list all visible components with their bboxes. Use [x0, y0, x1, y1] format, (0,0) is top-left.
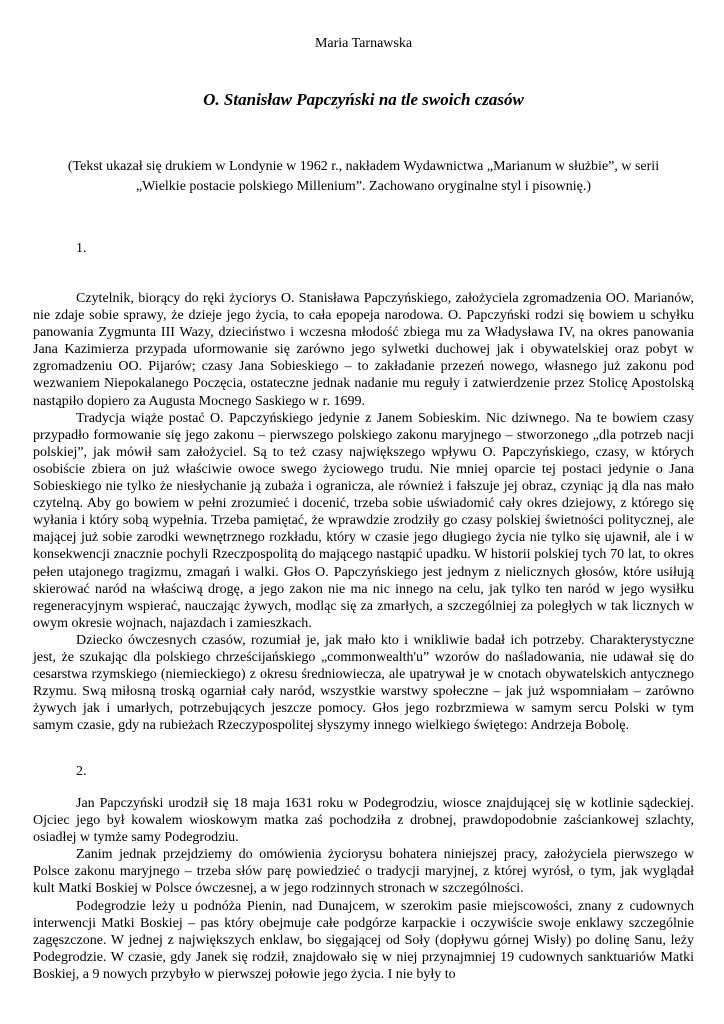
paragraph: Czytelnik, biorący do ręki życiorys O. Stanisława Papczyńskiego, założyciela zgromadzenia OO. Marianów, nie zdaje sobie sprawy, że dzieje jego życia, to cała epopeja narodowa. O. Papczyński rodzi się bowiem u schyłku panowania Zygmunta III Wazy, dzieciństwo i wczesna młodość zbiega mu za Władysława IV, na okres panowania Jana Kazimierza przypada uformowanie się zarówno jego sylwetki duchowej jak i obywatelskiej oraz pobyt w zgromadzeniu OO. Pijarów; czasy Jana Sobieskiego – to zakładanie przezeń nowego, własnego już zakonu pod wezwaniem Niepokalanego Poczęcia, ostateczne jednak nadanie mu reguły i zatwierdzenie przez Stolicę Apostolską nastąpiło dopiero za Augusta Mocnego Saskiego w r. 1699.	[33, 291, 694, 409]
paragraph: Dziecko ówczesnych czasów, rozumiał je, jak mało kto i wnikliwie badał ich potrzeby. Charakterystyczne jest, że szukając dla polskiego chrześcijańskiego „commonwealth'u” wzorów do naśladowania, nie udawał się do cesarstwa rzymskiego (niemieckiego) z okresu średniowiecza, ale upatrywał je w cnotach obywatelskich antycznego Rzymu. Swą miłosną troską ogarniał cały naród, wszystkie warstwy społeczne – jak już wspomniałam – zarówno żywych jak i umarłych, potrzebujących jeszcze pomocy. Głos jego rozbrzmiewa w samym sercu Polski w tym samym czasie, gdy na rubieżach Rzeczypospolitej słyszymy innego wielkiego świętego: Andrzeja Bobolę.	[33, 632, 694, 734]
section-body	[33, 795, 694, 983]
document-title: O. Stanisław Papczyński na tle swoich czasów	[203, 90, 524, 109]
section-number: 2.	[76, 764, 87, 779]
publication-note-line: „Wielkie postacie polskiego Millenium”. Zachowano oryginalne styl i pisownię.)	[135, 179, 592, 194]
publication-note	[33, 157, 694, 197]
paragraph: Jan Papczyński urodził się 18 maja 1631 roku w Podegrodziu, wiosce znajdującej się w kotlinie sądeckiej. Ojciec jego był kowalem wioskowym matka zaś pochodziła z drobnej, prawdopodobnie zaściankowej szlachty, osiadłej w tymże samy Podegrodziu.	[33, 796, 694, 846]
section-body	[33, 290, 694, 734]
publication-note-line: (Tekst ukazał się drukiem w Londynie w 1962 r., nakładem Wydawnictwa „Marianum w służbie”, w serii	[67, 159, 660, 174]
paragraph: Tradycja wiąże postać O. Papczyńskiego jedynie z Janem Sobieskim. Nic dziwnego. Na te bowiem czasy przypadło formowanie się jego zakonu – pierwszego polskiego zakonu maryjnego – stworzonego „dla potrzeb nacji polskiej”, jak mówił sam założyciel. Są to też czasy największego wpływu O. Papczyńskiego, czasy, w których osobiście zbiera on już właściwie owoce swego życiowego trudu. Nie mniej oparcie tej postaci jedynie o Jana Sobieskiego nie tylko że niesłychanie ją zubaża i ogranicza, ale również i fałszuje jej obraz, czyniąc ją dla nas mało czytelną. Aby go bowiem w pełni zrozumieć i docenić, trzeba sobie uświadomić cały okres dziejowy, z którego się wyłania i który sobą wypełnia. Trzeba pamiętać, że wprawdzie zrodziły go czasy polskiej świetności politycznej, ale mającej już sobie zarodki wewnętrznego rozkładu, który w czasie jego długiego życia nie tylko się ujawnił, ale i w konsekwencji znacznie pochyli Rzeczpospolitą do mającego nastąpić upadku. W historii polskiej tych 70 lat, to okres pełen utajonego tragizmu, zmagań i walki. Głos O. Papczyńskiego jest jednym z nielicznych głosów, które usiłują skierować naród na właściwą drogę, a jego zakon nie ma nic innego na celu, jak tylko ten naród w jego wysiłku regeneracyjnym wspierać, nauczając żywych, modląc się za zmarłych, a szczególniej za poległych w tak licznych w owym okresie wojnach, najazdach i zamieszkach.	[33, 410, 694, 631]
paragraph: Podegrodzie leży u podnóża Pienin, nad Dunajcem, w szerokim pasie miejscowości, znany z cudownych interwencji Matki Boskiej – pas który obejmuje całe podgórze karpackie i oczywiście swoje enklawy szczególnie zagęszczone. W jednej z największych enklaw, bo sięgającej od Soły (dopływu górnej Wisły) po dolinę Sanu, leży Podegrodzie. W czasie, gdy Janek się rodził, znajdowało się w niej przynajmniej 19 cudownych sanktuariów Matki Boskiej, a 9 nowych przybyło w pierwszej połowie jego życia. I nie były to	[33, 898, 694, 982]
paragraph: Zanim jednak przejdziemy do omówienia życiorysu bohatera niniejszej pracy, założyciela pierwszego w Polsce zakonu maryjnego – trzeba słów parę powiedzieć o tradycji maryjnej, z której wyrósł, o tym, jak wyglądał kult Matki Boskiej w Polsce ówczesnej, a w jego rodzinnych stronach w szczególności.	[33, 847, 694, 897]
author-name: Maria Tarnawska	[314, 36, 413, 51]
section-number: 1.	[76, 241, 87, 256]
